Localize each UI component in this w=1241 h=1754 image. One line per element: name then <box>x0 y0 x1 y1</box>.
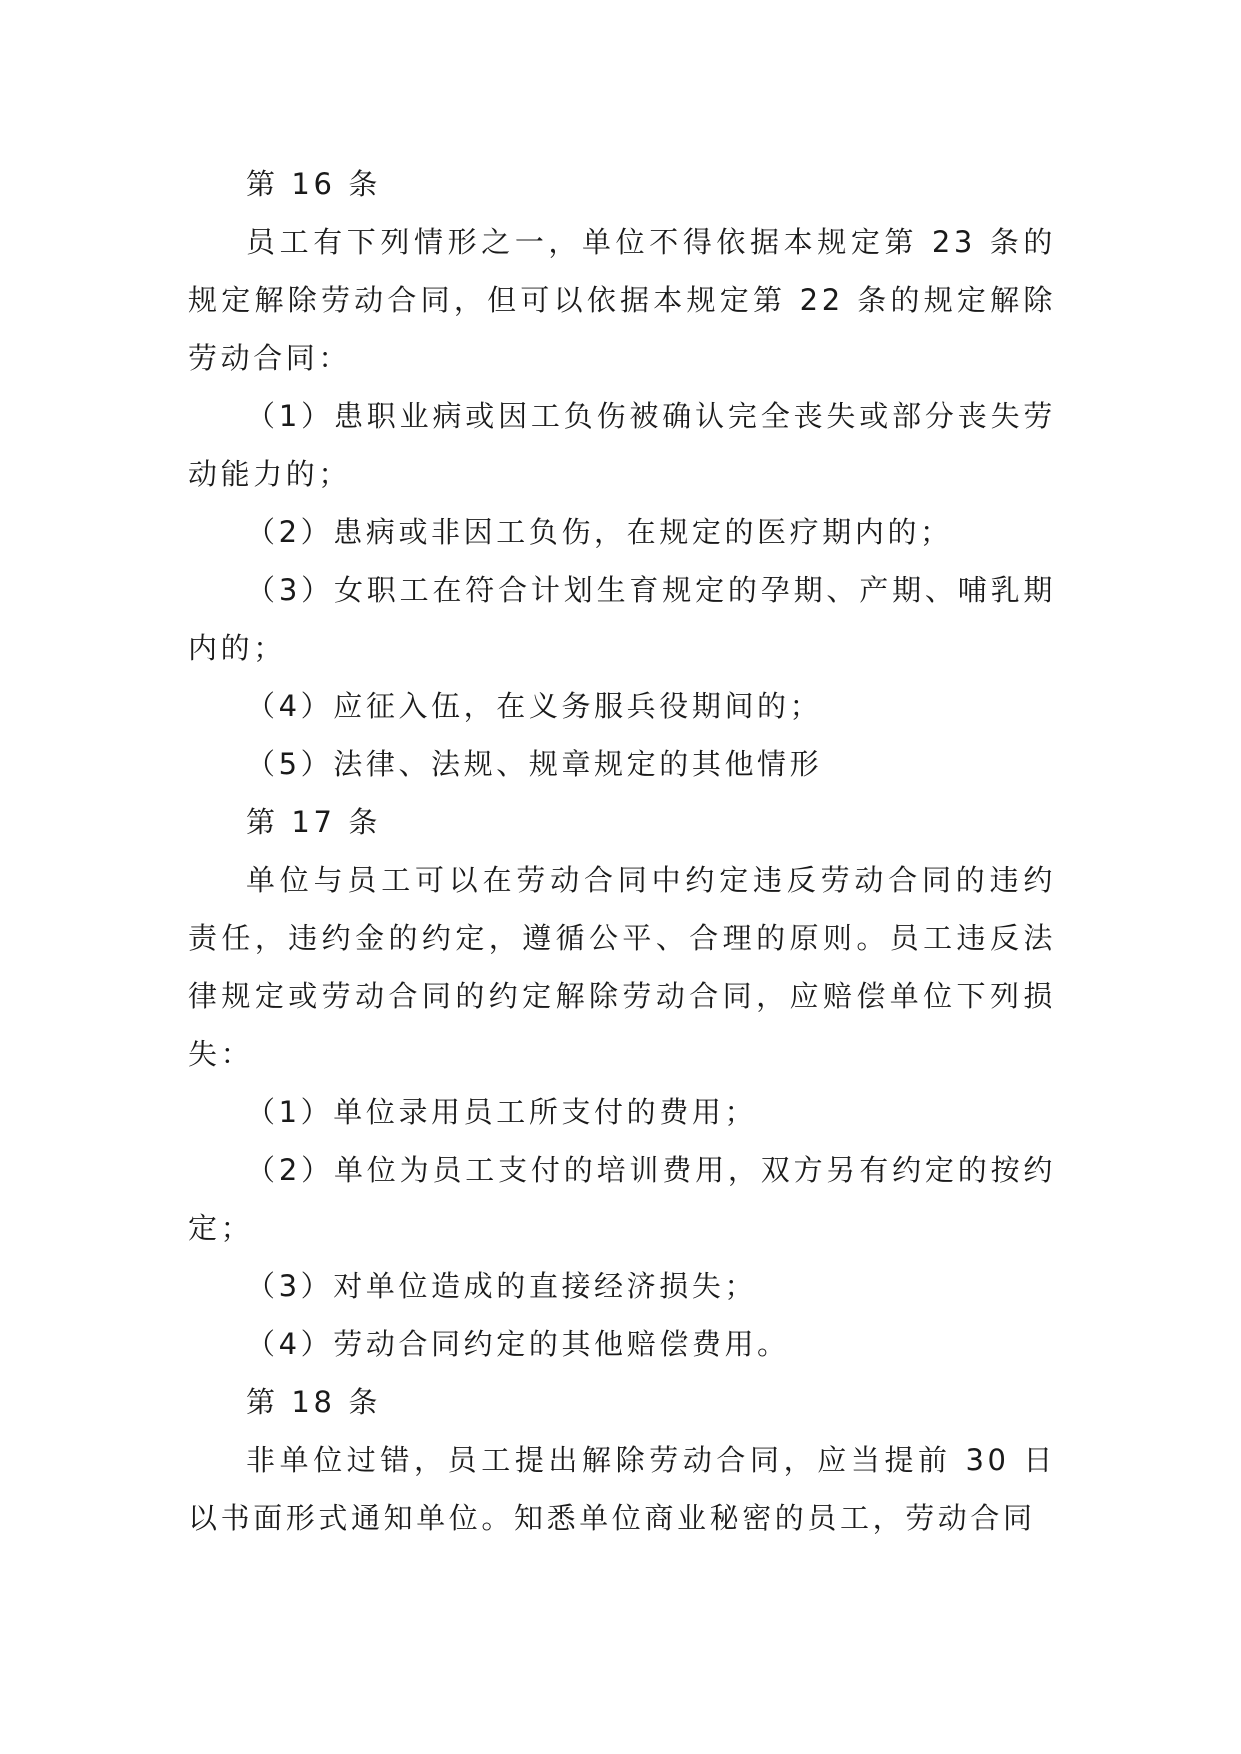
list-item: （1）单位录用员工所支付的费用； <box>246 1095 758 1129</box>
list-item: （3）对单位造成的直接经济损失； <box>246 1269 758 1303</box>
list-item: （4）应征入伍，在义务服兵役期间的； <box>246 689 823 723</box>
article-heading: 第 16 条 <box>246 167 381 201</box>
list-item: （4）劳动合同约定的其他赔偿费用。 <box>246 1327 790 1361</box>
paragraph: 非单位过错，员工提出解除劳动合同，应当提前 30 日以书面形式通知单位。知悉单位商业秘密的员工，劳动合同 <box>188 1443 1056 1535</box>
list-item: （2）患病或非因工负伤，在规定的医疗期内的； <box>246 515 953 549</box>
article-heading: 第 18 条 <box>246 1385 381 1419</box>
document-body <box>188 155 1056 1547</box>
paragraph: 员工有下列情形之一，单位不得依据本规定第 23 条的规定解除劳动合同，但可以依据本规定第 22 条的规定解除劳动合同： <box>188 225 1056 375</box>
paragraph: 单位与员工可以在劳动合同中约定违反劳动合同的违约责任，违约金的约定，遵循公平、合理的原则。员工违反法律规定或劳动合同的约定解除劳动合同，应赔偿单位下列损失： <box>188 863 1056 1071</box>
list-item: （1）患职业病或因工负伤被确认完全丧失或部分丧失劳动能力的； <box>188 399 1056 491</box>
article-heading: 第 17 条 <box>246 805 381 839</box>
list-item: （3）女职工在符合计划生育规定的孕期、产期、哺乳期内的； <box>188 573 1056 665</box>
list-item: （5）法律、法规、规章规定的其他情形 <box>246 747 823 781</box>
list-item: （2）单位为员工支付的培训费用，双方另有约定的按约定； <box>188 1153 1056 1245</box>
